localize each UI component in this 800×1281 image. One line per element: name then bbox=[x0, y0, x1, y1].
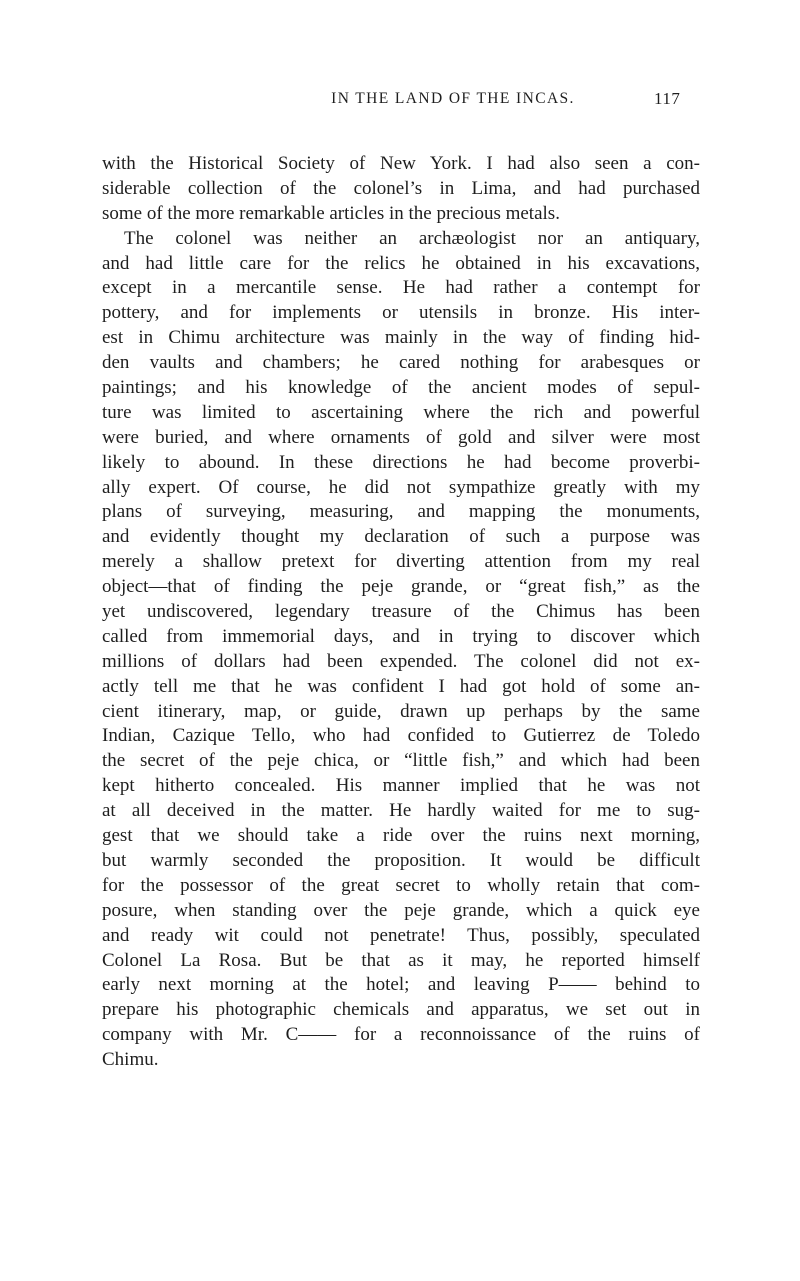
text-line: object—that of finding the peje grande, or “great fish,” as the bbox=[102, 576, 700, 598]
text-line: except in a mercantile sense. He had rather a contempt for bbox=[102, 277, 700, 299]
text-line: and had little care for the relics he obtained in his excavations, bbox=[102, 252, 700, 274]
text-line: the secret of the peje chica, or “little fish,” and which had been bbox=[102, 750, 700, 772]
text-line: est in Chimu architecture was mainly in the way of finding hid- bbox=[102, 327, 700, 349]
text-line: actly tell me that he was confident I had got hold of some an- bbox=[102, 675, 700, 697]
page-number: 117 bbox=[654, 89, 681, 108]
text-line: merely a shallow pretext for diverting attention from my real bbox=[102, 551, 700, 573]
text-line: early next morning at the hotel; and leaving P—— behind to bbox=[102, 974, 700, 996]
text-line: plans of surveying, measuring, and mapping the monuments, bbox=[102, 501, 700, 523]
text-line: but warmly seconded the proposition. It would be difficult bbox=[102, 849, 700, 871]
text-line: millions of dollars had been expended. The colonel did not ex- bbox=[102, 650, 700, 672]
text-line: den vaults and chambers; he cared nothing for arabesques or bbox=[102, 352, 700, 374]
text-line: and ready wit could not penetrate! Thus, possibly, speculated bbox=[102, 924, 700, 946]
text-line: posure, when standing over the peje grande, which a quick eye bbox=[102, 899, 700, 921]
text-line: ture was limited to ascertaining where the rich and powerful bbox=[102, 401, 700, 423]
text-line: called from immemorial days, and in trying to discover which bbox=[102, 625, 700, 647]
text-line: cient itinerary, map, or guide, drawn up perhaps by the same bbox=[102, 700, 700, 722]
body-text bbox=[102, 152, 700, 1073]
text-line: for the possessor of the great secret to wholly retain that com- bbox=[102, 874, 700, 896]
text-line: prepare his photographic chemicals and apparatus, we set out in bbox=[102, 999, 700, 1021]
text-line: yet undiscovered, legendary treasure of the Chimus has been bbox=[102, 601, 700, 623]
text-line: Colonel La Rosa. But be that as it may, he reported himself bbox=[102, 949, 700, 971]
text-line: some of the more remarkable articles in the precious metals. bbox=[102, 202, 560, 224]
text-line: with the Historical Society of New York. I had also seen a con- bbox=[102, 153, 700, 174]
text-line: paintings; and his knowledge of the ancient modes of sepul- bbox=[102, 377, 700, 399]
text-line: and evidently thought my declaration of such a purpose was bbox=[102, 526, 700, 548]
text-line: likely to abound. In these directions he had become proverbi- bbox=[102, 451, 700, 473]
text-line: were buried, and where ornaments of gold and silver were most bbox=[102, 426, 700, 448]
text-line: company with Mr. C—— for a reconnoissance of the ruins of bbox=[102, 1024, 700, 1046]
text-line: siderable collection of the colonel’s in Lima, and had purchased bbox=[102, 177, 700, 199]
text-line: gest that we should take a ride over the ruins next morning, bbox=[102, 825, 700, 847]
text-line: kept hitherto concealed. His manner implied that he was not bbox=[102, 775, 700, 797]
text-line: at all deceived in the matter. He hardly waited for me to sug- bbox=[102, 800, 700, 822]
text-line: The colonel was neither an archæologist nor an antiquary, bbox=[124, 227, 700, 249]
text-line: ally expert. Of course, he did not sympathize greatly with my bbox=[102, 476, 700, 498]
running-head: IN THE LAND OF THE INCAS. bbox=[331, 90, 575, 107]
text-line: pottery, and for implements or utensils in bronze. His inter- bbox=[102, 302, 700, 324]
text-line: Indian, Cazique Tello, who had confided to Gutierrez de Toledo bbox=[102, 725, 700, 747]
text-line: Chimu. bbox=[102, 1049, 159, 1071]
